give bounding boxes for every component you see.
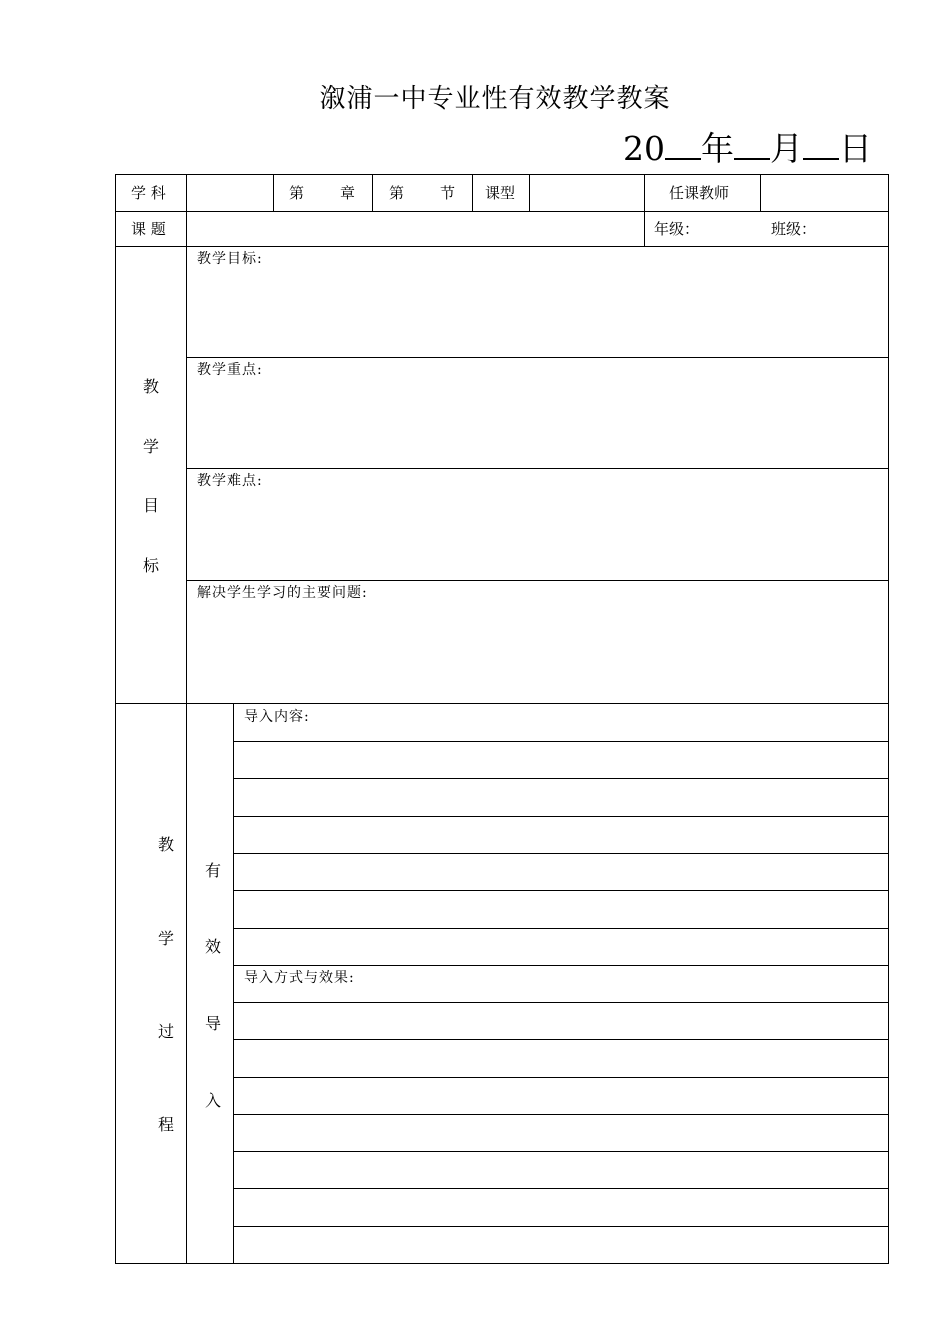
process-side-char: 学 xyxy=(157,929,174,948)
teacher-field[interactable] xyxy=(761,175,888,211)
date-prefix: 20 xyxy=(623,129,665,168)
row-divider xyxy=(115,246,889,247)
section-di-label: 第 xyxy=(389,184,405,202)
row-divider xyxy=(187,580,889,581)
table-border-right xyxy=(888,174,889,1264)
main-problems-field[interactable] xyxy=(187,604,888,702)
date-year-label: 年 xyxy=(701,129,734,168)
section-jie-label: 节 xyxy=(440,184,456,202)
main-problems-label: 解决学生学习的主要问题: xyxy=(197,585,368,601)
process-side-char: 程 xyxy=(157,1115,174,1134)
objectives-side-char: 目 xyxy=(142,496,159,515)
intro-method-label: 导入方式与效果: xyxy=(244,970,355,986)
table-border-left xyxy=(115,174,116,1264)
lesson-type-label: 课型 xyxy=(485,184,516,202)
teaching-goal-field[interactable] xyxy=(187,270,888,356)
year-blank[interactable] xyxy=(665,132,701,160)
subject-field[interactable] xyxy=(187,175,273,211)
objectives-side-char: 学 xyxy=(142,437,159,456)
subject-label: 学 科 xyxy=(131,184,166,202)
column-divider xyxy=(273,174,274,211)
intro-content-field[interactable] xyxy=(234,742,888,965)
column-divider xyxy=(472,174,473,211)
class-label: 班级： xyxy=(771,220,817,238)
difficulties-label: 教学难点: xyxy=(197,473,263,489)
row-divider xyxy=(187,357,889,358)
objectives-side-char: 教 xyxy=(142,377,159,396)
date-line xyxy=(623,128,872,170)
chapter-zhang-label: 章 xyxy=(340,184,356,202)
intro-content-label: 导入内容: xyxy=(244,709,310,725)
intro-side-char: 效 xyxy=(204,937,221,956)
date-month-label: 月 xyxy=(770,129,803,168)
column-divider xyxy=(644,174,645,246)
table-border-bottom xyxy=(115,1263,889,1264)
topic-field[interactable] xyxy=(187,212,644,246)
key-points-field[interactable] xyxy=(187,381,888,467)
lesson-type-field[interactable] xyxy=(530,175,644,211)
writing-line xyxy=(234,965,889,966)
process-side-char: 教 xyxy=(157,835,174,854)
month-blank[interactable] xyxy=(734,132,770,160)
intro-method-field[interactable] xyxy=(234,1003,888,1263)
row-divider xyxy=(115,703,889,704)
teaching-goal-label: 教学目标: xyxy=(197,251,263,267)
grade-label: 年级： xyxy=(654,220,700,238)
teacher-label: 任课教师 xyxy=(669,184,730,202)
intro-side-char: 入 xyxy=(204,1091,221,1110)
intro-side-char: 导 xyxy=(204,1014,221,1033)
page-title: 溆浦一中专业性有效教学教案 xyxy=(319,84,671,114)
chapter-di-label: 第 xyxy=(289,184,305,202)
day-blank[interactable] xyxy=(803,132,839,160)
intro-side-char: 有 xyxy=(204,861,221,880)
column-divider xyxy=(372,174,373,211)
topic-label: 课 题 xyxy=(131,220,166,238)
date-day-label: 日 xyxy=(839,129,872,168)
row-divider xyxy=(187,468,889,469)
key-points-label: 教学重点: xyxy=(197,362,263,378)
process-side-char: 过 xyxy=(157,1022,174,1041)
difficulties-field[interactable] xyxy=(187,492,888,579)
objectives-side-char: 标 xyxy=(142,556,159,575)
